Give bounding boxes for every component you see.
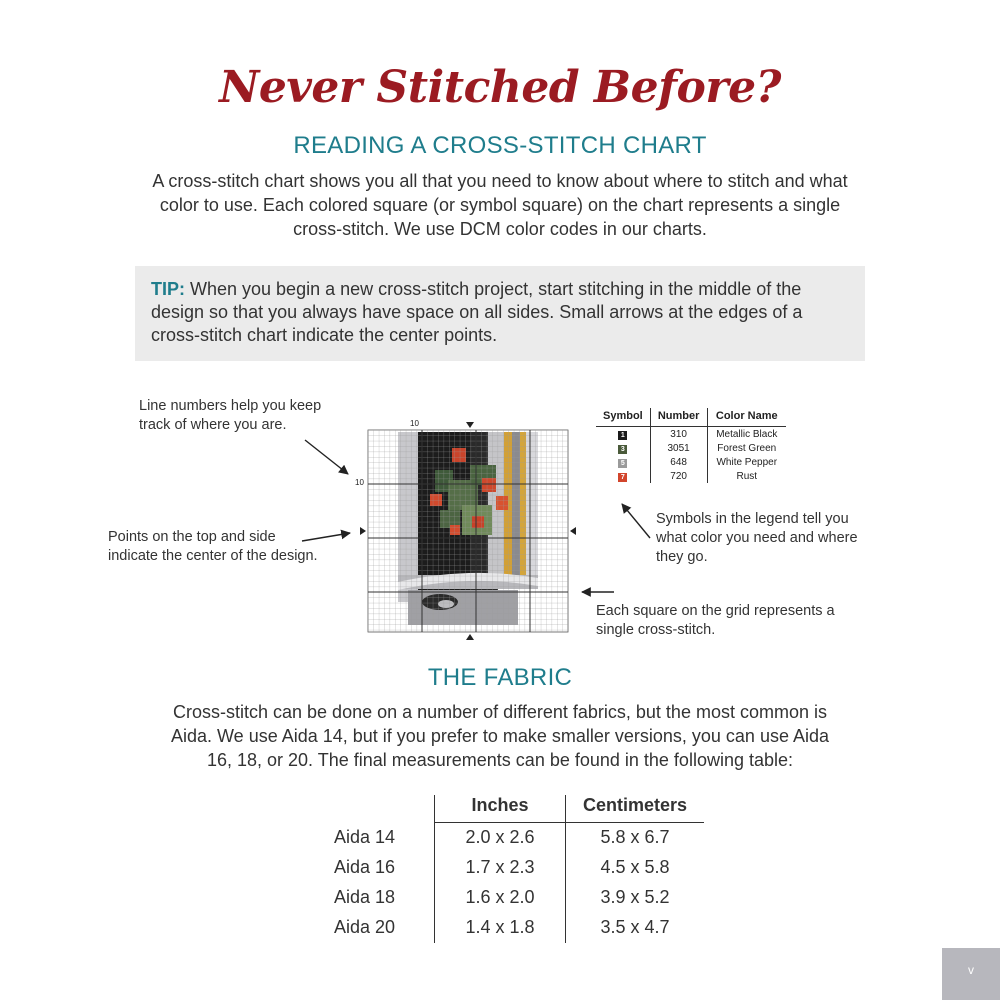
paragraph-line: cross-stitch. We use DCM color codes in our charts. [293,219,707,239]
paragraph-line: A cross-stitch chart shows you all that you need to know about where to stitch and what [152,171,848,191]
tip-line: When you begin a new cross-stitch project, start stitching in the middle of the [185,279,802,299]
legend-header-symbol: Symbol [596,408,650,427]
annotation-line: Each square on the grid represents a [596,603,835,619]
table-row [330,853,704,883]
annotation-line: they go. [656,549,708,565]
legend-symbol-swatch: 5 [618,459,627,468]
tip-label: TIP: [151,279,185,299]
legend-color-name: Rust [736,470,758,482]
legend-row [596,441,786,455]
section-heading-reading-chart: READING A CROSS-STITCH CHART [293,132,707,159]
page-number-tab: v [942,948,1000,1000]
annotation-line: indicate the center of the design. [108,548,318,564]
arrow-line-numbers [305,440,348,474]
arrow-legend-symbols [622,504,650,538]
legend-row [596,455,786,469]
tip-line: cross-stitch chart indicate the center points. [151,325,498,345]
fabric-inches: 1.6 x 2.0 [435,883,566,913]
arrow-center-points [302,533,350,541]
fabric-header-centimeters: Centimeters [566,795,705,823]
fabric-measurements-table [330,795,704,943]
fabric-inches: 1.7 x 2.3 [435,853,566,883]
fabric-type: Aida 20 [334,917,396,937]
paragraph-line: Aida. We use Aida 14, but if you prefer to make smaller versions, you can use Aida [170,726,830,746]
tip-line: design so that you always have space on all sides. Small arrows at the edges of a [151,302,803,322]
legend-color-name: Metallic Black [716,428,778,440]
center-marker-top [466,422,474,428]
legend-header-number: Number [650,408,707,427]
annotation-line: Symbols in the legend tell you [656,511,849,527]
fabric-centimeters: 5.8 x 6.7 [566,823,705,854]
legend-symbol-swatch: 7 [618,473,627,482]
annotation-line: Line numbers help you keep [139,398,322,414]
table-row [330,913,704,943]
fabric-type: Aida 18 [334,887,396,907]
page-title: Never Stitched Before? [219,62,781,113]
paragraph-line: color to use. Each colored square (or symbol square) on the chart represents a single [159,195,841,215]
legend-row [596,427,786,442]
paragraph-line: 16, 18, or 20. The final measurements can be found in the following table: [206,750,794,770]
legend-number: 3051 [650,441,707,455]
table-row [330,883,704,913]
annotation-line: track of where you are. [139,417,287,433]
legend-number: 648 [650,455,707,469]
legend-header-color-name: Color Name [707,408,786,427]
legend-number: 310 [650,427,707,442]
center-marker-bottom [466,634,474,640]
fabric-type: Aida 16 [334,857,396,877]
annotation-line: Points on the top and side [108,529,276,545]
fabric-inches: 2.0 x 2.6 [435,823,566,854]
section-heading-fabric: THE FABRIC [427,664,573,691]
legend-color-name: White Pepper [716,456,778,468]
legend-row [596,469,786,483]
fabric-type: Aida 14 [334,826,396,847]
chart-top-line-number: 10 [410,419,419,428]
fabric-header-inches: Inches [435,795,566,823]
fabric-header-blank [330,795,435,823]
center-marker-right [570,527,576,535]
fabric-paragraph [100,700,900,772]
paragraph-line: Cross-stitch can be done on a number of different fabrics, but the most common is [173,702,827,722]
color-legend [596,408,786,483]
legend-symbol-swatch: 3 [618,445,627,454]
fabric-inches: 1.4 x 1.8 [435,913,566,943]
legend-symbol-swatch: 1 [618,431,627,440]
chart-side-line-number: 10 [355,478,364,487]
fabric-centimeters: 3.9 x 5.2 [566,883,705,913]
annotation-line: what color you need and where [656,530,858,546]
legend-number: 720 [650,469,707,483]
center-marker-left [360,527,366,535]
fabric-centimeters: 4.5 x 5.8 [566,853,705,883]
legend-color-name: Forest Green [717,442,777,454]
chart-grid-lines [368,430,568,632]
annotation-line: single cross-stitch. [596,622,716,638]
fabric-centimeters: 3.5 x 4.7 [566,913,705,943]
table-row [330,823,704,854]
